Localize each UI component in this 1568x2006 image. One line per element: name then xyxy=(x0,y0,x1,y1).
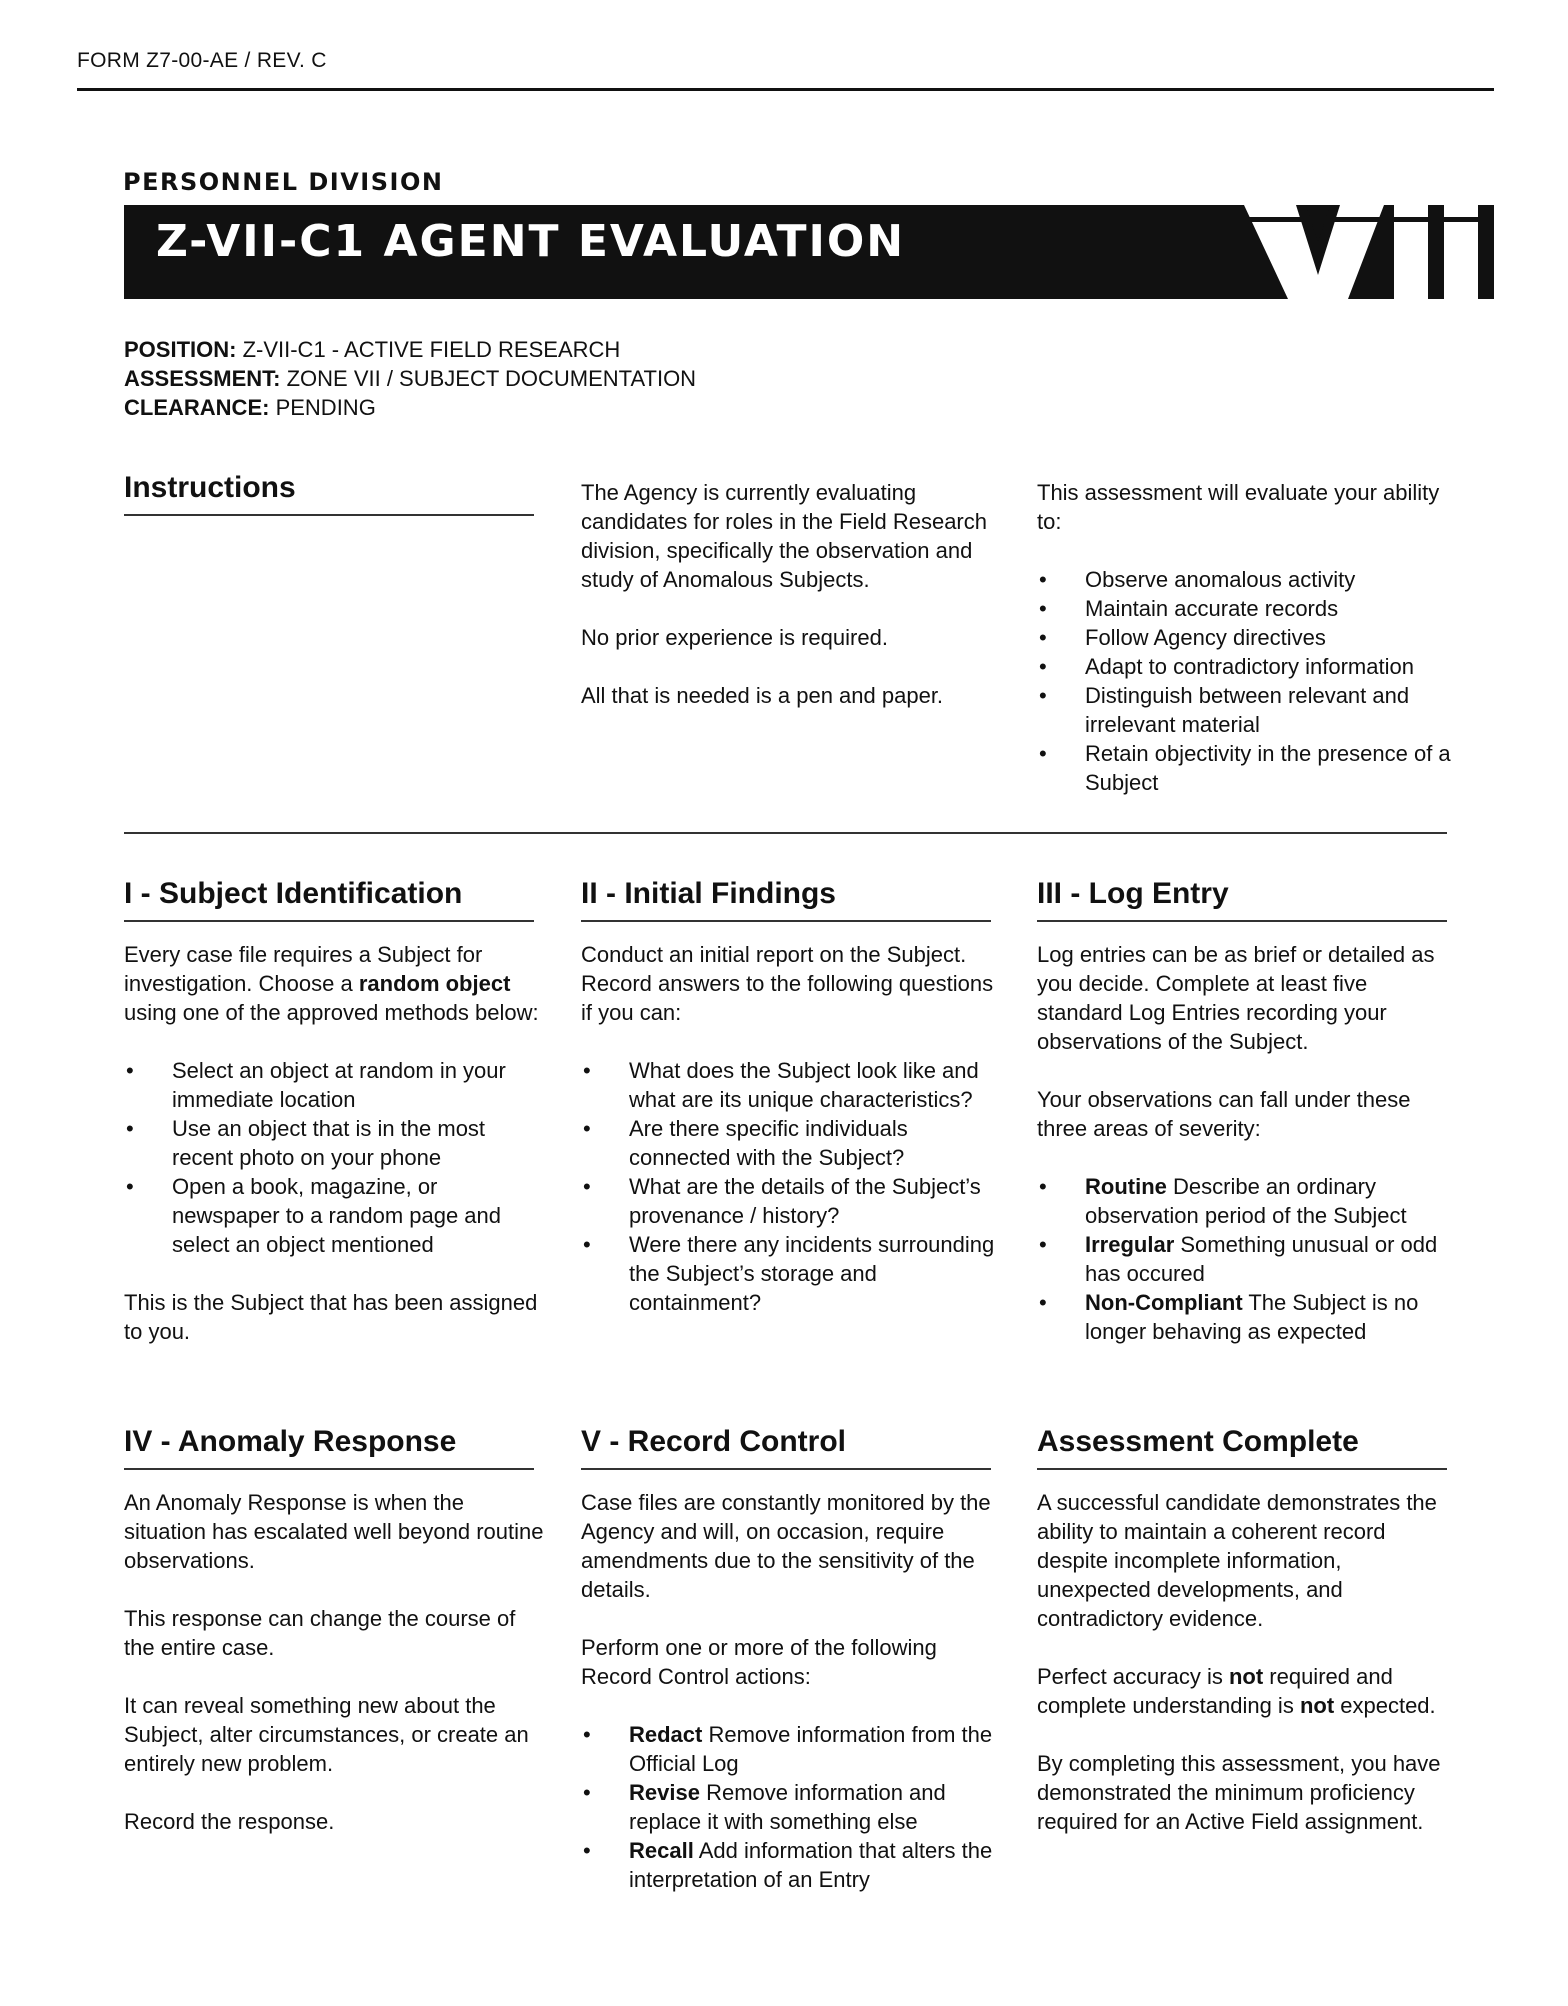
abilities-intro: This assessment will evaluate your ability to: xyxy=(1037,480,1440,534)
list-item: • What are the details of the Subject’s provenance / history? xyxy=(583,1174,981,1228)
bullet-icon: • xyxy=(583,1058,591,1083)
bullet-icon: • xyxy=(1039,625,1047,650)
bullet-icon: • xyxy=(1039,1174,1047,1199)
assessment-label: ASSESSMENT: xyxy=(124,366,281,391)
bullet-icon: • xyxy=(583,1174,591,1199)
list-item: • Non-Compliant The Subject is no longer behaving as expected xyxy=(1039,1290,1419,1344)
section6-paragraph: A successful candidate demonstrates the ability to maintain a coherent record despite incomplete information, unexpected developments, and contradictory evidence. xyxy=(1037,1490,1437,1631)
instructions-paragraph: All that is needed is a pen and paper. xyxy=(581,683,944,708)
section1-body xyxy=(124,940,544,1346)
section4-paragraph: This response can change the course of the entire case. xyxy=(124,1606,516,1660)
list-item: • Irregular Something unusual or odd has occured xyxy=(1039,1232,1438,1286)
list-item: • Use an object that is in the most recent photo on your phone xyxy=(126,1116,486,1170)
section5-paragraph: Perform one or more of the following Record Control actions: xyxy=(581,1635,937,1689)
bullet-icon: • xyxy=(126,1116,134,1141)
section4-heading: IV - Anomaly Response xyxy=(124,1424,534,1470)
list-item: • Distinguish between relevant and irrelevant material xyxy=(1039,683,1410,737)
position-meta xyxy=(124,335,696,422)
list-item: • Are there specific individuals connected with the Subject? xyxy=(583,1116,908,1170)
section1-list xyxy=(124,1056,544,1259)
section4-paragraph: It can reveal something new about the Subject, alter circumstances, or create an entirely new problem. xyxy=(124,1693,529,1776)
list-item: • Observe anomalous activity xyxy=(1039,567,1356,592)
section3-body xyxy=(1037,940,1457,1346)
section5-heading: V - Record Control xyxy=(581,1424,991,1470)
list-item: • Select an object at random in your immediate location xyxy=(126,1058,506,1112)
instructions-heading: Instructions xyxy=(124,470,534,516)
division-label: PERSONNEL DIVISION xyxy=(123,168,444,196)
zone-vii-logo xyxy=(1234,205,1494,299)
section3-paragraph: Your observations can fall under these three areas of severity: xyxy=(1037,1087,1411,1141)
page-title: Z-VII-C1 AGENT EVALUATION xyxy=(156,216,906,267)
section4-paragraph: Record the response. xyxy=(124,1809,335,1834)
random-object-emphasis: random object xyxy=(358,971,511,996)
list-item: • Retain objectivity in the presence of a Subject xyxy=(1039,741,1451,795)
section2-heading: II - Initial Findings xyxy=(581,876,991,922)
list-item: • Routine Describe an ordinary observation period of the Subject xyxy=(1039,1174,1407,1228)
position-label: POSITION: xyxy=(124,337,237,362)
section3-paragraph: Log entries can be as brief or detailed as you decide. Complete at least five standard Log Entries recording your observations of the Subject. xyxy=(1037,942,1435,1054)
bullet-icon: • xyxy=(583,1232,591,1257)
list-item: • What does the Subject look like and what are its unique characteristics? xyxy=(583,1058,979,1112)
section6-paragraph: Perfect accuracy is not required and complete understanding is not expected. xyxy=(1037,1664,1436,1718)
section5-paragraph: Case files are constantly monitored by the Agency and will, on occasion, require amendments due to the sensitivity of the details. xyxy=(581,1490,991,1602)
section3-heading: III - Log Entry xyxy=(1037,876,1447,922)
bullet-icon: • xyxy=(583,1780,591,1805)
section1-heading: I - Subject Identification xyxy=(124,876,534,922)
bullet-icon: • xyxy=(1039,596,1047,621)
list-item: • Maintain accurate records xyxy=(1039,596,1339,621)
assessment-value: ZONE VII / SUBJECT DOCUMENTATION xyxy=(280,366,697,391)
bullet-icon: • xyxy=(583,1116,591,1141)
record-control-list xyxy=(581,1720,1001,1894)
bullet-icon: • xyxy=(1039,567,1047,592)
instructions-paragraph: No prior experience is required. xyxy=(581,625,888,650)
instructions-abilities xyxy=(1037,478,1457,797)
section5-body xyxy=(581,1488,1001,1894)
bullet-icon: • xyxy=(583,1838,591,1863)
list-item: • Open a book, magazine, or newspaper to a random page and select an object mentioned xyxy=(126,1174,502,1257)
abilities-list xyxy=(1037,565,1457,797)
section4-body xyxy=(124,1488,544,1836)
bullet-icon: • xyxy=(126,1174,134,1199)
severity-list xyxy=(1037,1172,1457,1346)
clearance-value: PENDING xyxy=(269,395,376,420)
instructions-intro xyxy=(581,478,1001,710)
assessment-line xyxy=(124,364,696,393)
section1-paragraph: Every case file requires a Subject for investigation. Choose a random object using one of the approved methods below: xyxy=(124,942,539,1025)
title-banner xyxy=(124,205,1494,299)
bullet-icon: • xyxy=(1039,741,1047,766)
section2-body xyxy=(581,940,1001,1317)
section4-paragraph: An Anomaly Response is when the situation has escalated well beyond routine observations. xyxy=(124,1490,544,1573)
section6-body xyxy=(1037,1488,1457,1836)
instructions-paragraph: The Agency is currently evaluating candidates for roles in the Field Research division, specifically the observation and study of Anomalous Subjects. xyxy=(581,480,987,592)
bullet-icon: • xyxy=(1039,1232,1047,1257)
section2-list xyxy=(581,1056,1001,1317)
section-divider xyxy=(124,832,1447,834)
section2-paragraph: Conduct an initial report on the Subject. Record answers to the following questions if you can: xyxy=(581,942,994,1025)
bullet-icon: • xyxy=(583,1722,591,1747)
form-id: FORM Z7-00-AE / REV. C xyxy=(77,49,327,72)
section1-paragraph: This is the Subject that has been assigned to you. xyxy=(124,1290,538,1344)
list-item: • Revise Remove information and replace it with something else xyxy=(583,1780,946,1834)
clearance-line xyxy=(124,393,696,422)
clearance-label: CLEARANCE: xyxy=(124,395,270,420)
section6-heading: Assessment Complete xyxy=(1037,1424,1447,1470)
list-item: • Follow Agency directives xyxy=(1039,625,1326,650)
list-item: • Adapt to contradictory information xyxy=(1039,654,1414,679)
bullet-icon: • xyxy=(1039,654,1047,679)
position-line xyxy=(124,335,696,364)
header-divider xyxy=(77,88,1494,91)
list-item: • Recall Add information that alters the interpretation of an Entry xyxy=(583,1838,993,1892)
bullet-icon: • xyxy=(126,1058,134,1083)
bullet-icon: • xyxy=(1039,1290,1047,1315)
position-value: Z-VII-C1 - ACTIVE FIELD RESEARCH xyxy=(236,337,621,362)
list-item: • Redact Remove information from the Official Log xyxy=(583,1722,993,1776)
bullet-icon: • xyxy=(1039,683,1047,708)
list-item: • Were there any incidents surrounding the Subject’s storage and containment? xyxy=(583,1232,995,1315)
section6-paragraph: By completing this assessment, you have demonstrated the minimum proficiency required for an Active Field assignment. xyxy=(1037,1751,1441,1834)
